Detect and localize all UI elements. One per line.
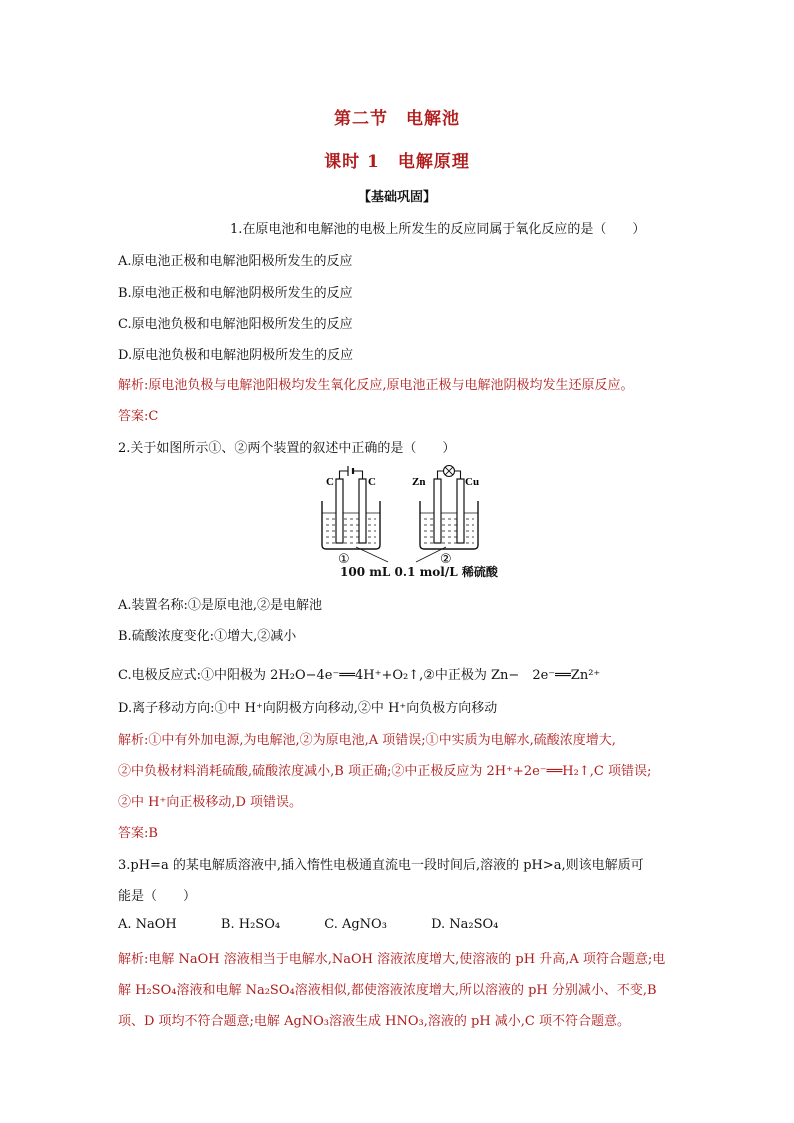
figure-caption: 100 mL 0.1 mol/L 稀硫酸 <box>340 565 498 579</box>
q3-option-c: C. AgNO₃ <box>324 917 387 932</box>
q2-option-d: D.离子移动方向:①中 H⁺向阴极方向移动,②中 H⁺向负极方向移动 <box>118 701 498 716</box>
section-title: 第二节 电解池 <box>334 109 460 129</box>
q3-stem-line-2: 能是（ ） <box>118 889 197 904</box>
q3-analysis-line-1: 解析:电解 NaOH 溶液相当于电解水,NaOH 溶液浓度增大,使溶液的 pH 升高,A 项符合题意;电 <box>118 952 666 967</box>
q1-analysis: 解析:原电池负极与电解池阳极均发生氧化反应,原电池正极与电解池阴极均发生还原反应。 <box>118 378 634 393</box>
battery-icon <box>348 466 353 476</box>
beaker-1 <box>322 466 388 565</box>
q2-option-b: B.硫酸浓度变化:①增大,②减小 <box>118 629 297 644</box>
q2-option-a: A.装置名称:①是原电池,②是电解池 <box>118 598 323 613</box>
electrode-c-left <box>336 479 343 543</box>
q2-option-c: C.电极反应式:①中阳极为 2H₂O−4e⁻══4H⁺+O₂↑,②中正极为 Zn− 2e⁻══Zn²⁺ <box>118 668 601 683</box>
q2-analysis-line-1: 解析:①中有外加电源,为电解池,②为原电池,A 项错误;①中实质为电解水,硫酸浓度增大, <box>118 733 616 748</box>
label-num-2: ② <box>440 552 452 565</box>
q2-analysis-line-2: ②中负极材料消耗硫酸,硫酸浓度减小,B 项正确;②中正极反应为 2H⁺+2e⁻══H₂↑,C 项错误; <box>118 764 652 779</box>
beaker-2 <box>412 466 479 566</box>
q1-option-c: C.原电池负极和电解池阳极所发生的反应 <box>118 317 353 332</box>
q1-answer: 答案:C <box>118 409 159 424</box>
q1-option-d: D.原电池负极和电解池阴极所发生的反应 <box>118 348 354 363</box>
lesson-title: 课时 1 电解原理 <box>324 152 470 172</box>
label-cu: Cu <box>465 476 480 488</box>
q1-option-a: A.原电池正极和电解池阳极所发生的反应 <box>118 254 353 269</box>
q3-analysis-line-2: 解 H₂SO₄溶液和电解 Na₂SO₄溶液相似,都使溶液浓度增大,所以溶液的 pH 分别减小、不变,B <box>118 983 657 998</box>
q3-analysis-line-3: 项、D 项均不符合题意;电解 AgNO₃溶液生成 HNO₃,溶液的 pH 减小,C 项不符合题意。 <box>118 1014 631 1029</box>
q3-stem-line-1: 3.pH=a 的某电解质溶液中,插入惰性电极通直流电一段时间后,溶液的 pH>a,则该电解质可 <box>118 858 644 873</box>
q3-options <box>118 917 538 932</box>
q2-analysis-line-3: ②中 H⁺向正极移动,D 项错误。 <box>118 795 303 810</box>
label-zn: Zn <box>412 476 426 488</box>
q2-stem: 2.关于如图所示①、②两个装置的叙述中正确的是（ ） <box>118 441 456 456</box>
section-heading: 【基础巩固】 <box>357 190 436 205</box>
q3-option-d: D. Na₂SO₄ <box>431 917 499 932</box>
electrolysis-apparatus-figure <box>316 465 486 565</box>
electrode-zn <box>434 479 441 543</box>
electrode-c-right <box>359 479 366 543</box>
q1-stem: 1.在原电池和电解池的电极上所发生的反应同属于氧化反应的是（ ） <box>230 222 646 237</box>
label-c-2: C <box>368 476 376 488</box>
q2-answer: 答案:B <box>118 826 158 841</box>
label-num-1: ① <box>338 552 350 565</box>
label-c-1: C <box>326 476 334 488</box>
q1-option-b: B.原电池正极和电解池阴极所发生的反应 <box>118 286 353 301</box>
lamp-icon <box>444 466 455 477</box>
q3-option-a: A. NaOH <box>118 917 177 932</box>
electrode-cu <box>457 479 464 543</box>
q3-option-b: B. H₂SO₄ <box>220 917 281 932</box>
